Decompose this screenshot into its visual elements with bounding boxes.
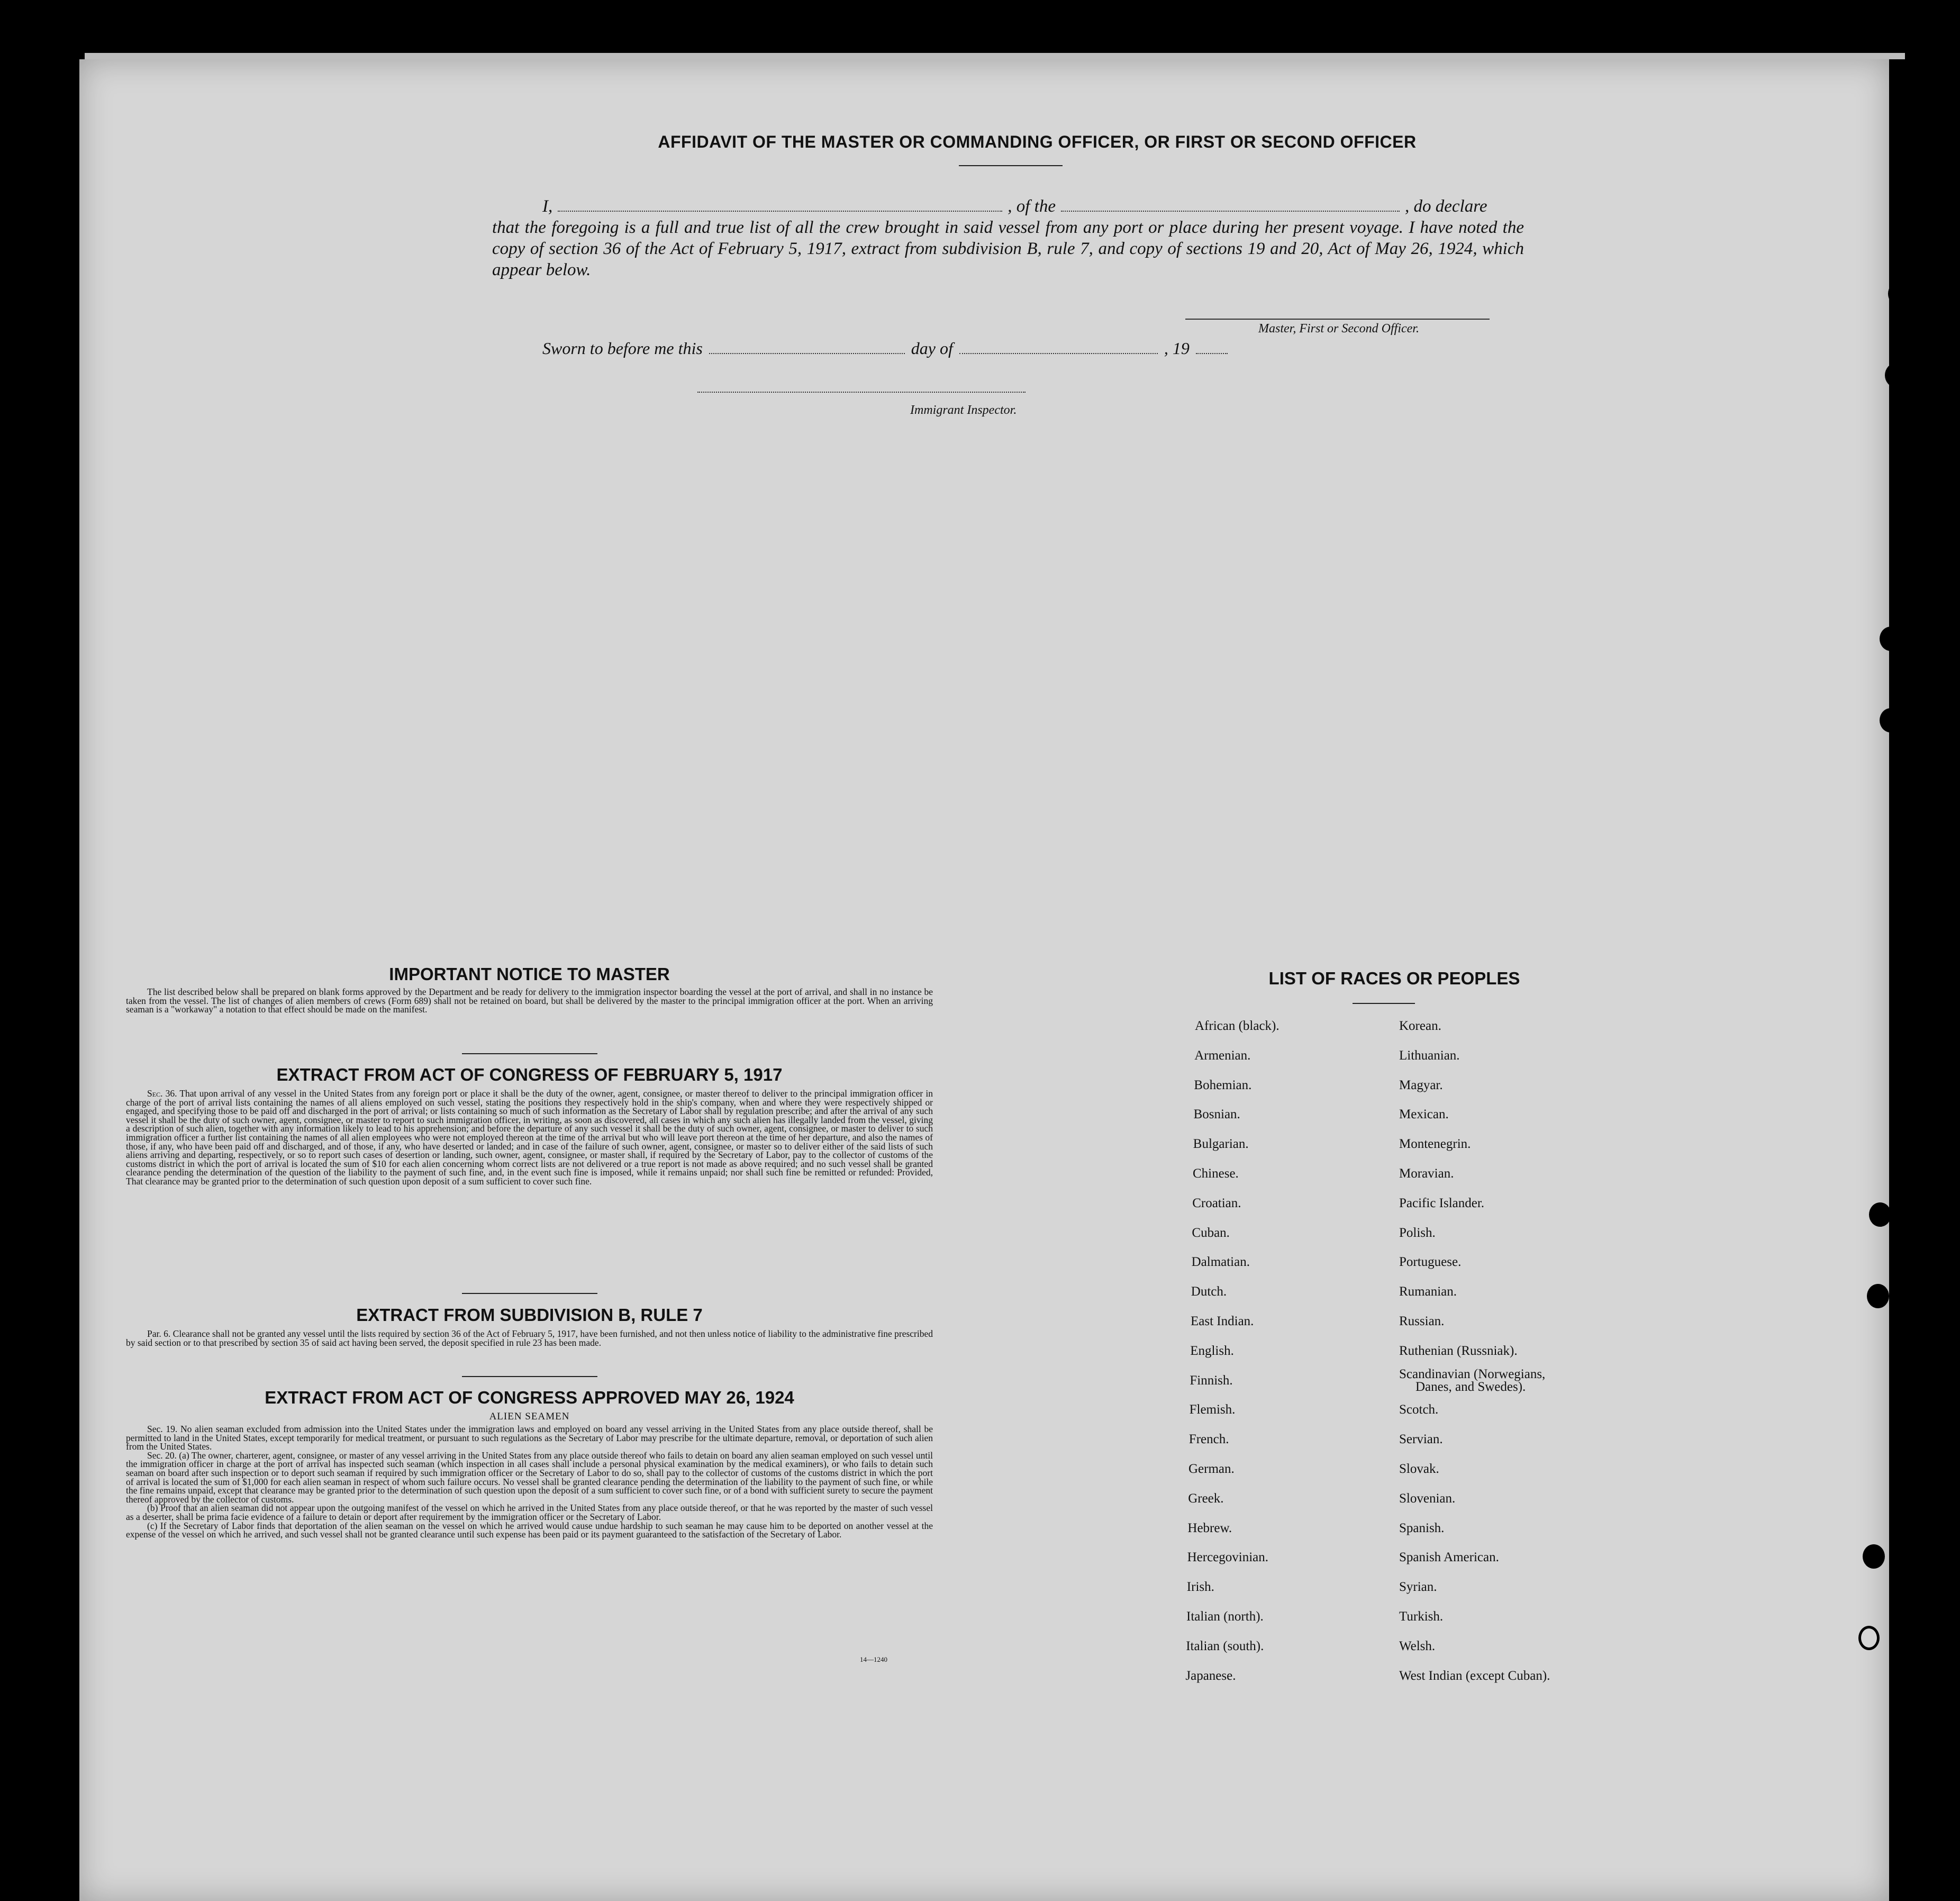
- race-item: Rumanian.: [1399, 1284, 1457, 1299]
- sworn-month-field[interactable]: [959, 340, 1158, 354]
- do-declare-label: , do declare: [1404, 197, 1487, 216]
- section-rule: [462, 1293, 597, 1294]
- punch-hole: [1863, 1544, 1885, 1569]
- race-item: Slovenian.: [1399, 1491, 1456, 1506]
- races-title: LIST OF RACES OR PEOPLES: [1268, 968, 1520, 988]
- punch-hole: [1858, 1626, 1880, 1650]
- race-item: Montenegrin.: [1399, 1137, 1471, 1152]
- rule-7-section: [126, 1305, 933, 1347]
- master-signature-line[interactable]: [1185, 319, 1490, 320]
- punch-hole: [1869, 1202, 1891, 1227]
- declarant-name-field[interactable]: [558, 198, 1002, 212]
- race-item: Syrian.: [1399, 1580, 1437, 1595]
- form-number: 14—1240: [860, 1655, 887, 1663]
- sec-36-text: That upon arrival of any vessel in the United States from any foreign port or place it shall be the duty of the owner, agent, consignee, or master thereof to deliver to the principal immigration officer in charge of the port of arrival lists containing the names of all aliens employed on such vessel, stating the positions they respectively hold in the ship's company, when and where they were respectively shipped or engaged, and specifying those to be paid off and discharged in the port of arrival; or lists containing so much of such information as the Secretary of Labor shall by regulation prescribe; and after the arrival of any such vessel it shall be the duty of such owner, agent, consignee, or master to report to such immigration officer, in writing, as soon as discovered, all cases in which any such alien has illegally landed from the vessel, giving a description of such alien, together with any information likely to lead to his apprehension; and before the departure of any such vessel it shall be the duty of such owner, agent, consignee, or master to deliver to such immigration officer a further list containing the names of all alien employees who were not employed thereon at the time of the arrival but who will leave port thereon at the time of her departure, and also the names of those, if any, who have been paid off and discharged, and of those, if any, who have deserted or landed; and in case of the failure of such owner, agent, consignee, or master so to deliver either of the said lists of such aliens arriving and departing, respectively, or so to report such cases of desertion or landing, such owner, agent, consignee, or master shall, if required by the Secretary of Labor, pay to the collector of customs of the customs district in which the port of arrival is located the sum of $10 for each alien concerning whom correct lists are not delivered or a true report is not made as above required; and no such vessel shall be granted clearance pending the determination of the question of the liability to the payment of such fine, and, in the event such fine is imposed, while it remains unpaid; nor shall such fine be remitted or refunded: Provided, That clearance may be granted prior to the determination of such question upon deposit of a sum sufficient to cover such fine.: [126, 1088, 933, 1187]
- race-item: Mexican.: [1399, 1107, 1449, 1122]
- race-item: East Indian.: [1191, 1314, 1254, 1328]
- sworn-day-field[interactable]: [709, 340, 905, 354]
- race-item: English.: [1190, 1343, 1234, 1358]
- master-signature-label: Master, First or Second Officer.: [1258, 322, 1419, 336]
- race-item: Italian (north).: [1186, 1609, 1264, 1624]
- race-item: African (black).: [1195, 1019, 1280, 1033]
- race-item: Flemish.: [1189, 1402, 1236, 1417]
- notice-body: The list described below shall be prepared on blank forms approved by the Department and be ready for delivery to the immigration inspector boarding the vessel at the port of arrival, and shall in no instance be taken from the vessel. The list of changes of alien members of crews (Form 689) shall not be retained on board, but shall be delivered by the master to the principal immigration officer at the port. When an arriving seaman is a "workaway" a notation to that effect should be made on the manifest.: [126, 986, 933, 1015]
- race-item: Dutch.: [1191, 1284, 1227, 1299]
- race-item: Italian (south).: [1186, 1639, 1264, 1653]
- sworn-year-field[interactable]: [1196, 340, 1228, 354]
- race-item: Moravian.: [1399, 1166, 1454, 1181]
- punch-hole: [1880, 627, 1902, 651]
- race-item: French.: [1188, 1432, 1229, 1447]
- race-item: Korean.: [1399, 1019, 1441, 1033]
- race-item: Scotch.: [1399, 1402, 1439, 1417]
- race-item: Irish.: [1186, 1580, 1214, 1595]
- races-title-rule: [1353, 1003, 1415, 1004]
- sworn-prefix: Sworn to before me this: [542, 339, 703, 358]
- sec-19-text: Sec. 19. No alien seaman excluded from admission into the United States under the immigration laws and employed on board any vessel arriving in the United States from any place outside thereof, shall be permitted to land in the United States, except temporarily for medical treatment, or pursuant to such regulations as the Secretary of Labor may prescribe for the ultimate departure, removal, or deportation of such alien from the United States.: [126, 1424, 933, 1452]
- year-prefix: , 19: [1164, 339, 1190, 358]
- race-item: Chinese.: [1193, 1166, 1239, 1181]
- extract-1924-section: [126, 1388, 933, 1539]
- sec-20a-text: Sec. 20. (a) The owner, charterer, agent, consignee, or master of any vessel arriving in the United States from any place outside thereof who fails to detain on board any alien seaman employed on such vessel until the immigration officer in charge at the port of arrival has inspected such seaman (which inspection in all cases shall include a personal physical examination by the medical examiners), or who fails to detain such seaman on board after such inspection or to deport such seaman if required by such immigration officer or the Secretary of Labor to do so, shall pay to the collector of customs of the customs district in which the port of arrival is located the sum of $1,000 for each alien seaman in respect of whom such failure occurs. No vessel shall be granted clearance pending the determination of the liability to the payment of such fine, or while the fine remains unpaid, except that clearance may be granted prior to the determination of such question upon the deposit of a sum sufficient to cover such fine, or of a bond with sufficient surety to secure the payment thereof approved by the collector of customs.: [126, 1450, 933, 1505]
- race-item: Turkish.: [1399, 1609, 1444, 1624]
- race-item: Lithuanian.: [1399, 1048, 1460, 1063]
- race-item: Finnish.: [1190, 1373, 1233, 1388]
- race-item: Greek.: [1188, 1491, 1224, 1506]
- section-rule: [462, 1053, 597, 1054]
- affidavit-title: AFFIDAVIT OF THE MASTER OR COMMANDING OFFICER, OR FIRST OR SECOND OFFICER: [658, 132, 1417, 151]
- declaration-text: that the foregoing is a full and true list of all the crew brought in said vessel from any port or place during her present voyage. I have noted the copy of section 36 of the Act of February 5, 1917, extract from subdivision B, rule 7, and copy of sections 19 and 20, Act of May 26, 1924, which appear below.: [492, 218, 1524, 279]
- extract-1917-section: [126, 1065, 933, 1186]
- race-item: Bulgarian.: [1193, 1137, 1249, 1152]
- race-item: Cuban.: [1192, 1225, 1230, 1240]
- vessel-name-field[interactable]: [1061, 198, 1400, 212]
- notice-section: [126, 964, 933, 1014]
- inspector-signature-line[interactable]: [697, 392, 1026, 393]
- race-item-scandinavian-cont: Danes, and Swedes).: [1415, 1380, 1526, 1394]
- punch-hole: [1880, 708, 1902, 732]
- race-item: Portuguese.: [1399, 1255, 1462, 1270]
- punch-hole: [1888, 282, 1910, 306]
- race-item: Spanish.: [1399, 1520, 1445, 1535]
- race-item: Hercegovinian.: [1187, 1550, 1268, 1565]
- race-item: Ruthenian (Russniak).: [1399, 1343, 1518, 1358]
- punch-hole: [1885, 363, 1907, 387]
- race-item: Croatian.: [1192, 1196, 1241, 1210]
- race-item: Japanese.: [1185, 1668, 1236, 1683]
- race-item: Dalmatian.: [1191, 1255, 1250, 1270]
- rule-7-title: EXTRACT FROM SUBDIVISION B, RULE 7: [356, 1305, 703, 1325]
- sec-20b-text: (b) Proof that an alien seaman did not appear upon the outgoing manifest of the vessel on which he arrived in the United States from any place outside thereof, or that he was reported by the master of such vessel as a deserter, shall be prima facie evidence of a failure to detain or deport after requirement by the immigration officer or the Secretary of Labor.: [126, 1502, 933, 1522]
- extract-1917-title: EXTRACT FROM ACT OF CONGRESS OF FEBRUARY 5, 1917: [276, 1065, 783, 1084]
- sheet-top-edge: [85, 53, 1905, 59]
- affidavit-declaration: [492, 196, 1524, 280]
- declarant-prefix: I,: [542, 197, 553, 216]
- rule-7-body: Par. 6. Clearance shall not be granted any vessel until the lists required by section 36 of the Act of February 5, 1917, have been furnished, and not then unless notice of liability to the administrative fine prescribed by said section or to that prescribed by section 35 of said act having been served, the deposit specified in rule 23 has been made.: [126, 1328, 933, 1348]
- section-rule: [462, 1376, 597, 1377]
- sec-36-label: Sec. 36.: [147, 1088, 177, 1099]
- inspector-label: Immigrant Inspector.: [910, 403, 1017, 417]
- race-item: West Indian (except Cuban).: [1399, 1668, 1550, 1683]
- race-item: Armenian.: [1194, 1048, 1251, 1063]
- extract-1917-body: [126, 1089, 933, 1186]
- race-item: Bohemian.: [1194, 1078, 1252, 1092]
- sec-20c-text: (c) If the Secretary of Labor finds that deportation of the alien seaman on the vessel on which he arrived would cause undue hardship to such seaman he may cause him to be deported on another vessel at the expense of the vessel on which he arrived, and such vessel shall not be granted clearance until such expense has been paid or its payment guaranteed to the satisfaction of the Secretary of Labor.: [126, 1520, 933, 1540]
- race-item: Hebrew.: [1187, 1520, 1232, 1535]
- race-item: Welsh.: [1399, 1639, 1436, 1653]
- of-the-label: , of the: [1008, 197, 1056, 216]
- race-item: German.: [1188, 1462, 1235, 1476]
- sworn-row: [542, 339, 1267, 358]
- alien-seamen-subtitle: ALIEN SEAMEN: [489, 1411, 570, 1422]
- race-item: Slovak.: [1399, 1462, 1439, 1476]
- race-item: Spanish American.: [1399, 1550, 1499, 1565]
- race-item: Russian.: [1399, 1314, 1445, 1328]
- race-item: Pacific Islander.: [1399, 1196, 1485, 1210]
- extract-1924-title: EXTRACT FROM ACT OF CONGRESS APPROVED MAY 26, 1924: [265, 1388, 794, 1407]
- punch-hole: [1867, 1284, 1889, 1308]
- race-item: Scandinavian (Norwegians,: [1399, 1366, 1546, 1381]
- race-item: Polish.: [1399, 1225, 1436, 1240]
- race-item: Servian.: [1399, 1432, 1443, 1447]
- race-item: Bosnian.: [1193, 1107, 1240, 1122]
- day-of-label: day of: [911, 339, 953, 358]
- notice-title: IMPORTANT NOTICE TO MASTER: [389, 964, 670, 984]
- title-rule: [959, 165, 1063, 166]
- race-item: Magyar.: [1399, 1078, 1443, 1092]
